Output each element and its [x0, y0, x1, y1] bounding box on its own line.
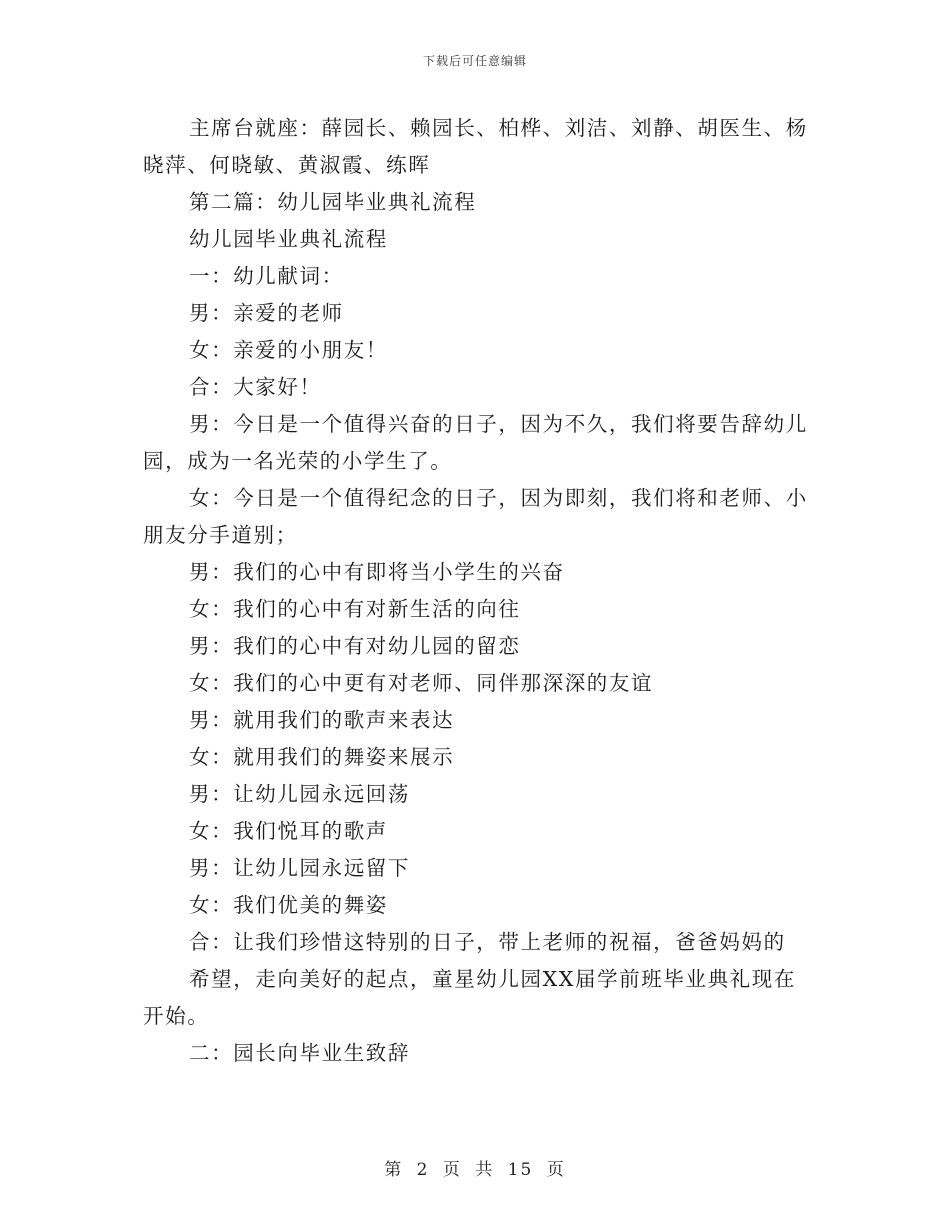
document-body	[143, 110, 809, 1072]
dialogue-line: 女：我们的心中更有对老师、同伴那深深的友谊	[189, 671, 654, 695]
dialogue-line: 女：我们悦耳的歌声	[189, 819, 388, 843]
section-heading: 一：幼儿献词：	[189, 264, 344, 288]
dialogue-line: 男：我们的心中有即将当小学生的兴奋	[189, 560, 565, 584]
header-note: 下载后可任意编辑	[422, 54, 527, 68]
dialogue-line: 男：让幼儿园永远留下	[189, 856, 410, 880]
page-number: 第 2 页 共 15 页	[384, 1160, 566, 1180]
dialogue-line: 男：亲爱的老师	[189, 301, 344, 325]
dialogue-line: 合：让我们珍惜这特别的日子，带上老师的祝福，爸爸妈妈的	[189, 930, 786, 954]
dialogue-line: 女：今日是一个值得纪念的日子，因为即刻，我们将和老师、小朋友分手道别；	[143, 486, 808, 547]
dialogue-line: 男：就用我们的歌声来表达	[189, 708, 455, 732]
section-heading: 第二篇：幼儿园毕业典礼流程	[189, 190, 477, 214]
dialogue-line: 男：我们的心中有对幼儿园的留恋	[189, 634, 521, 658]
paragraph: 主席台就座：薛园长、赖园长、柏桦、刘洁、刘静、胡医生、杨晓萍、何晓敏、黄淑霞、练晖	[143, 116, 808, 177]
dialogue-line: 女：我们优美的舞姿	[189, 893, 388, 917]
dialogue-line: 合：大家好！	[189, 375, 322, 399]
dialogue-line: 女：我们的心中有对新生活的向往	[189, 597, 521, 621]
section-heading: 二：园长向毕业生致辞	[189, 1041, 410, 1065]
dialogue-line: 女：亲爱的小朋友！	[189, 338, 388, 362]
dialogue-line: 男：让幼儿园永远回荡	[189, 782, 410, 806]
dialogue-line: 希望，走向美好的起点，童星幼儿园XX届学前班毕业典礼现在开始。	[143, 967, 796, 1028]
document-title: 幼儿园毕业典礼流程	[189, 227, 388, 251]
dialogue-line: 女：就用我们的舞姿来展示	[189, 745, 455, 769]
dialogue-line: 男：今日是一个值得兴奋的日子，因为不久，我们将要告辞幼儿园，成为一名光荣的小学生了。	[143, 412, 808, 473]
